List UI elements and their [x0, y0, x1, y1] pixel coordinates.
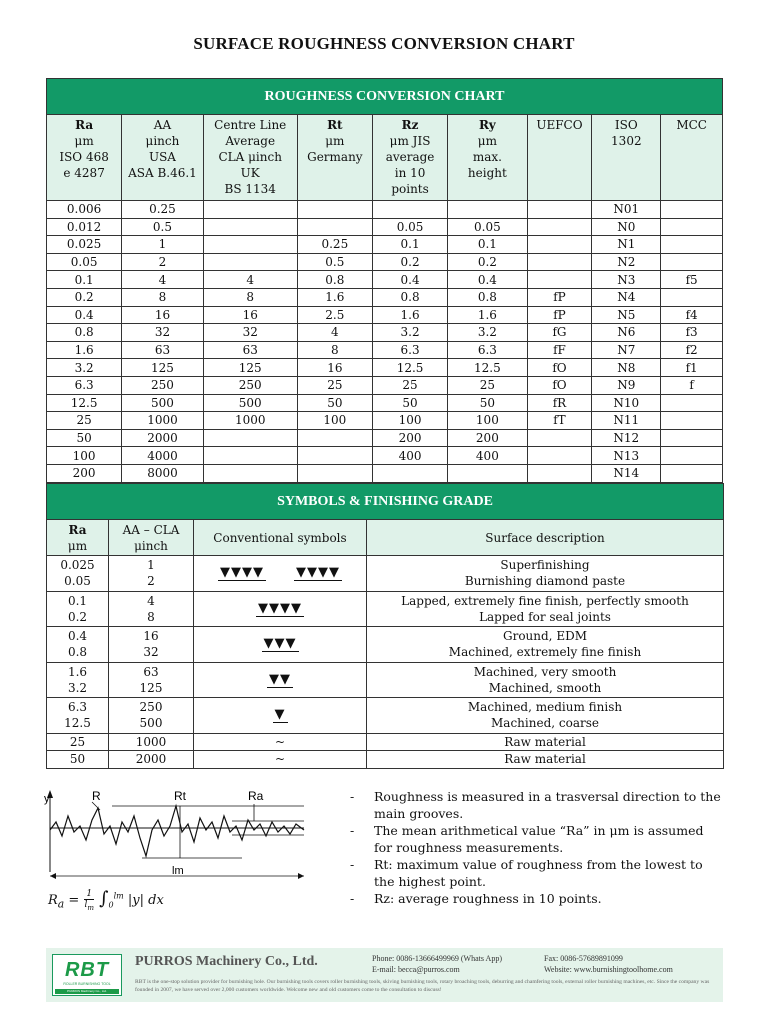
- surface-description-cell: Ground, EDM Machined, extremely fine finish: [367, 627, 724, 663]
- diagram-label-lm: lm: [172, 865, 184, 877]
- header-line: CLA μinch: [218, 150, 282, 164]
- diagram-label-r: R: [92, 789, 101, 803]
- header-line: μm JIS: [389, 134, 431, 148]
- note-item: - Roughness is measured in a trasversal direction to the main grooves.: [350, 788, 722, 822]
- table-cell: 4: [297, 324, 372, 342]
- header-line: AA: [153, 118, 172, 132]
- header-line: Centre Line: [214, 118, 287, 132]
- table-cell: 25: [448, 376, 527, 394]
- table-cell: [661, 464, 723, 482]
- table-cell: 100: [297, 412, 372, 430]
- symbols-body: [47, 556, 724, 769]
- table-cell: 0.1: [448, 236, 527, 254]
- table-cell: fF: [527, 341, 592, 359]
- table-cell: 400: [372, 447, 447, 465]
- table-cell: [661, 447, 723, 465]
- table-cell: [203, 236, 297, 254]
- table-cell: [448, 201, 527, 219]
- conversion-header-1: [122, 115, 203, 201]
- table-row: [47, 429, 723, 447]
- diagram-label-rt: Rt: [174, 789, 186, 803]
- symbol-symbol-cell: ~: [194, 751, 367, 769]
- table-row: [47, 218, 723, 236]
- table-cell: 1000: [122, 412, 203, 430]
- table-cell: 0.5: [122, 218, 203, 236]
- table-cell: 0.8: [448, 288, 527, 306]
- table-cell: 2.5: [297, 306, 372, 324]
- table-cell: [448, 464, 527, 482]
- logo-strip: PURROS Machinery Co., Ltd.: [55, 989, 119, 994]
- formula-lhs-sub: a: [57, 897, 65, 911]
- table-cell: [527, 253, 592, 271]
- table-cell: 0.4: [448, 271, 527, 289]
- symbols-header-conventional: Conventional symbols: [194, 520, 367, 556]
- conversion-header-0: [47, 115, 122, 201]
- symbol-group-row: [47, 591, 724, 627]
- symbols-finishing-table: [46, 483, 724, 769]
- roughness-profile-diagram: [42, 786, 310, 886]
- logo-subtitle: ROLLER BURNISHING TOOL: [63, 982, 111, 986]
- symbol-group-row: [47, 627, 724, 663]
- header-line: μm: [74, 134, 94, 148]
- header-line: Average: [225, 134, 276, 148]
- table-row: [47, 447, 723, 465]
- table-cell: N12: [592, 429, 661, 447]
- table-cell: 8000: [122, 464, 203, 482]
- table-cell: [297, 464, 372, 482]
- table-cell: 50: [372, 394, 447, 412]
- r-pointer: [92, 802, 100, 810]
- table-cell: 250: [122, 376, 203, 394]
- table-cell: 0.012: [47, 218, 122, 236]
- table-cell: 100: [372, 412, 447, 430]
- table-cell: 6.3: [47, 376, 122, 394]
- symbol-group-row: [47, 662, 724, 698]
- formula-lower-limit: 0: [108, 900, 114, 910]
- table-cell: N4: [592, 288, 661, 306]
- table-cell: 100: [448, 412, 527, 430]
- table-cell: [661, 201, 723, 219]
- header-line: Ry: [479, 118, 496, 132]
- header-ra-bold: Ra: [68, 522, 87, 537]
- table-cell: 1.6: [47, 341, 122, 359]
- triangle-symbol-icon: ▼: [274, 707, 286, 723]
- header-line: UK: [240, 166, 260, 180]
- table-cell: fP: [527, 288, 592, 306]
- company-logo: [52, 954, 122, 996]
- header-line: BS 1134: [224, 182, 276, 196]
- lm-arrow-left: [50, 873, 56, 879]
- triangle-symbol-icon: ▼▼▼▼: [220, 565, 264, 581]
- table-cell: 0.25: [122, 201, 203, 219]
- table-cell: f2: [661, 341, 723, 359]
- header-line: USA: [148, 150, 176, 164]
- table-cell: 3.2: [372, 324, 447, 342]
- symbol-ra-cell: 0.1 0.2: [47, 591, 109, 627]
- table-cell: 2000: [122, 429, 203, 447]
- header-line: ISO 468: [59, 150, 109, 164]
- symbol-ra-cell: 1.6 3.2: [47, 662, 109, 698]
- table-cell: [661, 253, 723, 271]
- table-cell: 0.1: [47, 271, 122, 289]
- symbols-band-title: SYMBOLS & FINISHING GRADE: [47, 484, 724, 520]
- symbols-header-aa: AA – CLA μinch: [109, 520, 194, 556]
- symbol-single-row: [47, 733, 724, 751]
- table-row: [47, 376, 723, 394]
- symbol-desc-cell: Raw material: [367, 751, 724, 769]
- header-line: ASA B.46.1: [128, 166, 197, 180]
- table-row: [47, 359, 723, 377]
- table-cell: [203, 464, 297, 482]
- table-cell: [527, 271, 592, 289]
- symbols-header-ra: [47, 520, 109, 556]
- header-line: ISO: [614, 118, 638, 132]
- table-cell: f1: [661, 359, 723, 377]
- table-cell: 0.025: [47, 236, 122, 254]
- table-cell: 200: [448, 429, 527, 447]
- table-row: [47, 324, 723, 342]
- formula-numerator: 1: [86, 888, 93, 899]
- table-cell: 0.006: [47, 201, 122, 219]
- diagram-label-ra: Ra: [248, 789, 264, 803]
- symbol-single-row: [47, 751, 724, 769]
- triangle-symbol-icon: ▼▼▼: [263, 636, 297, 652]
- table-row: [47, 412, 723, 430]
- header-ra-unit: μm: [67, 538, 88, 553]
- symbol-aa-cell: 250 500: [109, 698, 194, 734]
- table-row: [47, 394, 723, 412]
- note-item: - Rt: maximum value of roughness from the lowest to the highest point.: [350, 856, 722, 890]
- symbol-ra-cell: 0.4 0.8: [47, 627, 109, 663]
- table-cell: 3.2: [448, 324, 527, 342]
- triangle-symbol-icon: ▼▼▼▼: [296, 565, 340, 581]
- header-line: Rt: [327, 118, 343, 132]
- conventional-symbol-cell: [194, 627, 367, 663]
- conventional-symbol-cell: [194, 591, 367, 627]
- formula-den-sub: m: [87, 903, 94, 912]
- symbols-header-row: [47, 520, 724, 556]
- surface-description-cell: Machined, medium finish Machined, coarse: [367, 698, 724, 734]
- conversion-header-2: [203, 115, 297, 201]
- roughness-conversion-table: [46, 78, 723, 483]
- notes-list: [350, 788, 722, 907]
- table-cell: 6.3: [448, 341, 527, 359]
- table-cell: 1: [122, 236, 203, 254]
- formula-denominator: [84, 900, 94, 913]
- table-cell: 100: [47, 447, 122, 465]
- surface-description-cell: Superfinishing Burnishing diamond paste: [367, 556, 724, 592]
- table-cell: 3.2: [47, 359, 122, 377]
- table-cell: 1.6: [297, 288, 372, 306]
- table-cell: [661, 412, 723, 430]
- table-cell: 500: [122, 394, 203, 412]
- table-cell: N9: [592, 376, 661, 394]
- table-cell: 1.6: [448, 306, 527, 324]
- conversion-header-6: [527, 115, 592, 201]
- symbol-group-row: [47, 556, 724, 592]
- table-cell: 50: [297, 394, 372, 412]
- table-cell: 8: [203, 288, 297, 306]
- table-cell: [297, 447, 372, 465]
- header-line: UEFCO: [536, 118, 583, 132]
- conversion-header-5: [448, 115, 527, 201]
- symbol-aa-cell: 63 125: [109, 662, 194, 698]
- table-row: [47, 271, 723, 289]
- formula-integral: ∫: [99, 888, 109, 909]
- table-cell: 4000: [122, 447, 203, 465]
- table-cell: [661, 218, 723, 236]
- table-cell: N7: [592, 341, 661, 359]
- table-cell: [661, 236, 723, 254]
- lm-arrow-right: [298, 873, 304, 879]
- table-cell: [297, 429, 372, 447]
- note-item: - Rz: average roughness in 10 points.: [350, 890, 722, 907]
- table-cell: 63: [122, 341, 203, 359]
- website-link[interactable]: Website: www.burnishingtoolhome.com: [544, 965, 673, 974]
- table-cell: 16: [122, 306, 203, 324]
- table-cell: [203, 429, 297, 447]
- table-cell: 0.05: [47, 253, 122, 271]
- table-cell: [527, 218, 592, 236]
- header-line: μm: [325, 134, 345, 148]
- symbol-ra-cell: 0.025 0.05: [47, 556, 109, 592]
- phone-text: Phone: 0086-13666499969 (Whats App): [372, 954, 502, 963]
- table-cell: 8: [122, 288, 203, 306]
- table-cell: N01: [592, 201, 661, 219]
- table-cell: 0.2: [448, 253, 527, 271]
- table-cell: 63: [203, 341, 297, 359]
- formula-fraction: [84, 889, 94, 913]
- table-cell: [297, 201, 372, 219]
- surface-description-cell: Lapped, extremely fine finish, perfectly smooth Lapped for seal joints: [367, 591, 724, 627]
- table-cell: N0: [592, 218, 661, 236]
- header-line: average: [385, 150, 435, 164]
- table-cell: N5: [592, 306, 661, 324]
- table-cell: 0.5: [297, 253, 372, 271]
- formula-den-l: l: [84, 899, 88, 910]
- table-cell: N10: [592, 394, 661, 412]
- symbol-desc-cell: Raw material: [367, 733, 724, 751]
- table-cell: 0.25: [297, 236, 372, 254]
- table-cell: 0.05: [448, 218, 527, 236]
- table-cell: 50: [47, 429, 122, 447]
- table-cell: 4: [203, 271, 297, 289]
- table-cell: [203, 218, 297, 236]
- table-cell: 400: [448, 447, 527, 465]
- symbol-ra-cell: 6.3 12.5: [47, 698, 109, 734]
- table-cell: 0.8: [372, 288, 447, 306]
- table-cell: [661, 394, 723, 412]
- table-cell: [203, 201, 297, 219]
- diagram-label-y: y: [44, 793, 50, 805]
- table-cell: 8: [297, 341, 372, 359]
- table-cell: 16: [203, 306, 297, 324]
- triangle-symbol-icon: ▼▼: [269, 671, 291, 687]
- conversion-band-title: ROUGHNESS CONVERSION CHART: [47, 79, 723, 115]
- table-cell: N13: [592, 447, 661, 465]
- table-cell: 0.4: [47, 306, 122, 324]
- table-cell: 16: [297, 359, 372, 377]
- symbol-aa-cell: 1 2: [109, 556, 194, 592]
- symbols-header-description: Surface description: [367, 520, 724, 556]
- table-cell: [203, 253, 297, 271]
- header-line: max.: [472, 150, 502, 164]
- document-title: SURFACE ROUGHNESS CONVERSION CHART: [193, 34, 575, 53]
- table-cell: 250: [203, 376, 297, 394]
- note-item: - The mean arithmetical value “Ra” in μm is assumed for roughness measurements.: [350, 822, 722, 856]
- table-cell: 200: [47, 464, 122, 482]
- formula-upper-limit: lm: [113, 891, 124, 901]
- table-cell: fG: [527, 324, 592, 342]
- table-cell: 12.5: [47, 394, 122, 412]
- header-line: e 4287: [63, 166, 105, 180]
- table-cell: fO: [527, 376, 592, 394]
- table-cell: 200: [372, 429, 447, 447]
- symbol-aa-cell: 16 32: [109, 627, 194, 663]
- table-cell: [661, 288, 723, 306]
- conversion-header-7: [592, 115, 661, 201]
- symbol-aa-cell: 4 8: [109, 591, 194, 627]
- table-row: [47, 464, 723, 482]
- table-cell: 25: [297, 376, 372, 394]
- table-cell: 32: [122, 324, 203, 342]
- fax-text: Fax: 0086-57689891099: [544, 954, 623, 963]
- table-cell: 0.8: [47, 324, 122, 342]
- table-cell: 0.1: [372, 236, 447, 254]
- header-line: μm: [477, 134, 497, 148]
- table-cell: 1.6: [372, 306, 447, 324]
- surface-description-cell: Machined, very smooth Machined, smooth: [367, 662, 724, 698]
- triangle-symbol-icon: ▼▼▼▼: [258, 600, 302, 616]
- table-cell: 0.8: [297, 271, 372, 289]
- table-cell: 125: [203, 359, 297, 377]
- table-cell: [527, 429, 592, 447]
- table-cell: fR: [527, 394, 592, 412]
- table-cell: N1: [592, 236, 661, 254]
- table-cell: 50: [448, 394, 527, 412]
- table-cell: 12.5: [448, 359, 527, 377]
- table-cell: N3: [592, 271, 661, 289]
- table-row: [47, 288, 723, 306]
- table-cell: 125: [122, 359, 203, 377]
- table-cell: 32: [203, 324, 297, 342]
- table-cell: [297, 218, 372, 236]
- header-line: Ra: [75, 118, 94, 132]
- table-row: [47, 253, 723, 271]
- symbol-symbol-cell: ~: [194, 733, 367, 751]
- conversion-body: [47, 201, 723, 483]
- table-cell: f4: [661, 306, 723, 324]
- formula-body: |y| dx: [127, 893, 164, 908]
- table-cell: N11: [592, 412, 661, 430]
- table-cell: N8: [592, 359, 661, 377]
- table-cell: [527, 447, 592, 465]
- table-row: [47, 306, 723, 324]
- table-cell: [372, 201, 447, 219]
- table-cell: [203, 447, 297, 465]
- roughness-profile-curve: [50, 806, 304, 856]
- table-cell: fO: [527, 359, 592, 377]
- header-line: Rz: [401, 118, 419, 132]
- table-cell: 4: [122, 271, 203, 289]
- table-cell: fT: [527, 412, 592, 430]
- table-row: [47, 341, 723, 359]
- symbol-group-row: [47, 698, 724, 734]
- table-cell: f: [661, 376, 723, 394]
- table-cell: 2: [122, 253, 203, 271]
- header-line: in 10: [394, 166, 426, 180]
- conversion-header-row: [47, 115, 723, 201]
- table-cell: 6.3: [372, 341, 447, 359]
- table-cell: 0.05: [372, 218, 447, 236]
- table-cell: f3: [661, 324, 723, 342]
- header-line: μinch: [145, 134, 180, 148]
- table-cell: 0.2: [372, 253, 447, 271]
- header-line: 1302: [611, 134, 642, 148]
- table-cell: [527, 464, 592, 482]
- conventional-symbol-cell: [194, 556, 367, 592]
- header-line: height: [467, 166, 507, 180]
- symbol-aa-cell: 2000: [109, 751, 194, 769]
- table-row: [47, 236, 723, 254]
- conventional-symbol-cell: [194, 662, 367, 698]
- table-cell: 25: [372, 376, 447, 394]
- header-line: points: [391, 182, 429, 196]
- table-row: [47, 201, 723, 219]
- table-cell: 500: [203, 394, 297, 412]
- table-cell: 0.2: [47, 288, 122, 306]
- table-cell: 1000: [203, 412, 297, 430]
- formula-equals: =: [68, 893, 80, 908]
- company-footer: [46, 948, 723, 1002]
- table-cell: [527, 201, 592, 219]
- table-cell: [527, 236, 592, 254]
- symbol-ra-cell: 25: [47, 733, 109, 751]
- table-cell: [372, 464, 447, 482]
- table-cell: 12.5: [372, 359, 447, 377]
- table-cell: f5: [661, 271, 723, 289]
- symbol-aa-cell: 1000: [109, 733, 194, 751]
- company-name: PURROS Machinery Co., Ltd.: [135, 954, 318, 969]
- table-cell: N2: [592, 253, 661, 271]
- table-cell: 0.4: [372, 271, 447, 289]
- header-line: MCC: [676, 118, 707, 132]
- formula-lhs: R: [48, 893, 58, 908]
- table-cell: 25: [47, 412, 122, 430]
- company-blurb: RBT is the one-stop solution provider for burnishing hole. Our burnishing tools covers roller burnishing tools, skiving burnishing tools, rotary broaching tools, deburring and chamfering tools, external roller burnishing machines, etc. Since the company was founded in 2007, we have served over 2,000 customers worldwide. Welcome new and old customers come to the consultation to discuss!: [135, 979, 710, 993]
- conversion-header-4: [372, 115, 447, 201]
- table-cell: fP: [527, 306, 592, 324]
- email-link[interactable]: E-mail: becca@purros.com: [372, 965, 460, 974]
- conversion-header-8: [661, 115, 723, 201]
- conventional-symbol-cell: [194, 698, 367, 734]
- conversion-header-3: [297, 115, 372, 201]
- logo-text: RBT: [64, 959, 110, 981]
- table-cell: N6: [592, 324, 661, 342]
- header-line: Germany: [307, 150, 363, 164]
- table-cell: [661, 429, 723, 447]
- ra-formula: [48, 888, 248, 924]
- symbol-ra-cell: 50: [47, 751, 109, 769]
- table-cell: N14: [592, 464, 661, 482]
